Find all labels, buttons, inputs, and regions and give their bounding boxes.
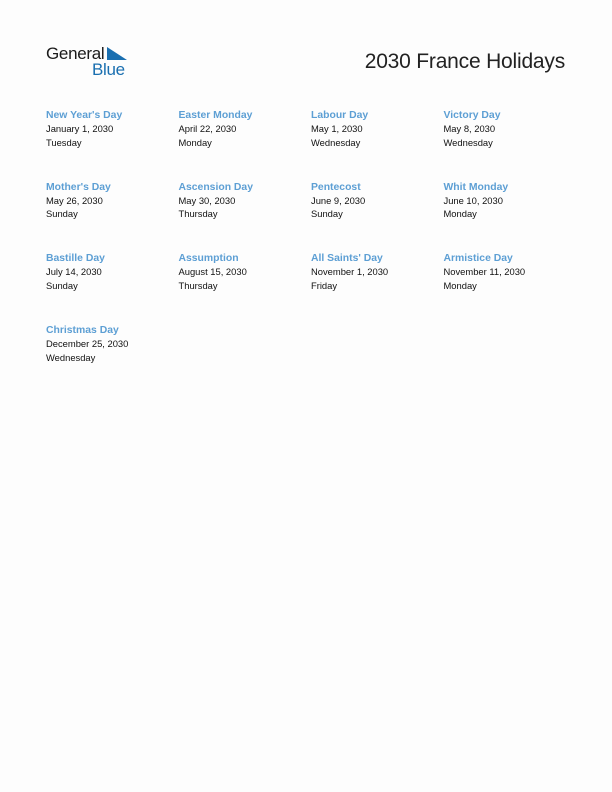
holiday-date: August 15, 2030 (178, 266, 247, 278)
holiday-date: April 22, 2030 (178, 123, 237, 134)
holiday-name: Easter Monday (178, 110, 253, 121)
holiday-date: November 1, 2030 (311, 266, 389, 278)
holiday-grid (46, 109, 576, 396)
holiday-card (311, 181, 444, 253)
brand-name-blue: Blue (92, 60, 125, 79)
holiday-name: Armistice Day (443, 253, 513, 265)
holiday-date: December 25, 2030 (46, 338, 129, 350)
holiday-card (46, 252, 179, 324)
holiday-card (179, 109, 312, 181)
holiday-name: Victory Day (443, 110, 501, 121)
holiday-card (46, 324, 179, 396)
holiday-card (46, 109, 179, 181)
holiday-weekday: Thursday (178, 280, 218, 292)
holiday-card (46, 181, 179, 253)
holiday-weekday: Wednesday (46, 351, 96, 363)
holiday-weekday: Friday (311, 280, 338, 292)
holiday-weekday: Monday (443, 280, 477, 292)
holiday-name: Whit Monday (443, 181, 509, 193)
holiday-card (179, 252, 312, 324)
holiday-name: Pentecost (311, 181, 361, 193)
holiday-weekday: Thursday (178, 208, 218, 220)
holiday-name: Bastille Day (46, 253, 105, 265)
holiday-name: Ascension Day (178, 181, 253, 193)
holiday-date: June 10, 2030 (443, 194, 503, 206)
holiday-date: May 30, 2030 (178, 194, 236, 206)
holiday-card (444, 109, 577, 181)
holiday-name: All Saints' Day (311, 253, 383, 265)
holiday-card (444, 181, 577, 253)
page-title: 2030 France Holidays (364, 50, 565, 73)
holiday-card (179, 181, 312, 253)
holiday-date: January 1, 2030 (46, 123, 114, 134)
holiday-name: Labour Day (311, 110, 369, 121)
holiday-weekday: Wednesday (311, 136, 361, 148)
holiday-date: May 1, 2030 (311, 123, 363, 134)
holiday-weekday: Sunday (46, 208, 78, 220)
holiday-weekday: Tuesday (46, 136, 82, 148)
holiday-date: May 26, 2030 (46, 194, 103, 206)
holiday-date: July 14, 2030 (46, 266, 102, 278)
holiday-card (311, 252, 444, 324)
brand-logo (46, 44, 130, 80)
holiday-weekday: Wednesday (443, 136, 493, 148)
holiday-card (311, 109, 444, 181)
holiday-weekday: Monday (443, 208, 477, 220)
brand-name-general: General (46, 44, 105, 63)
holiday-card (444, 252, 577, 324)
holiday-name: New Year's Day (46, 110, 123, 121)
holiday-name: Christmas Day (46, 325, 119, 337)
holiday-date: May 8, 2030 (443, 123, 496, 134)
holiday-date: June 9, 2030 (311, 194, 366, 206)
holiday-weekday: Monday (178, 136, 212, 148)
holiday-date: November 11, 2030 (443, 266, 526, 278)
holiday-weekday: Sunday (46, 280, 78, 292)
holiday-name: Mother's Day (46, 181, 111, 193)
holiday-name: Assumption (178, 253, 239, 265)
holiday-weekday: Sunday (311, 208, 343, 220)
